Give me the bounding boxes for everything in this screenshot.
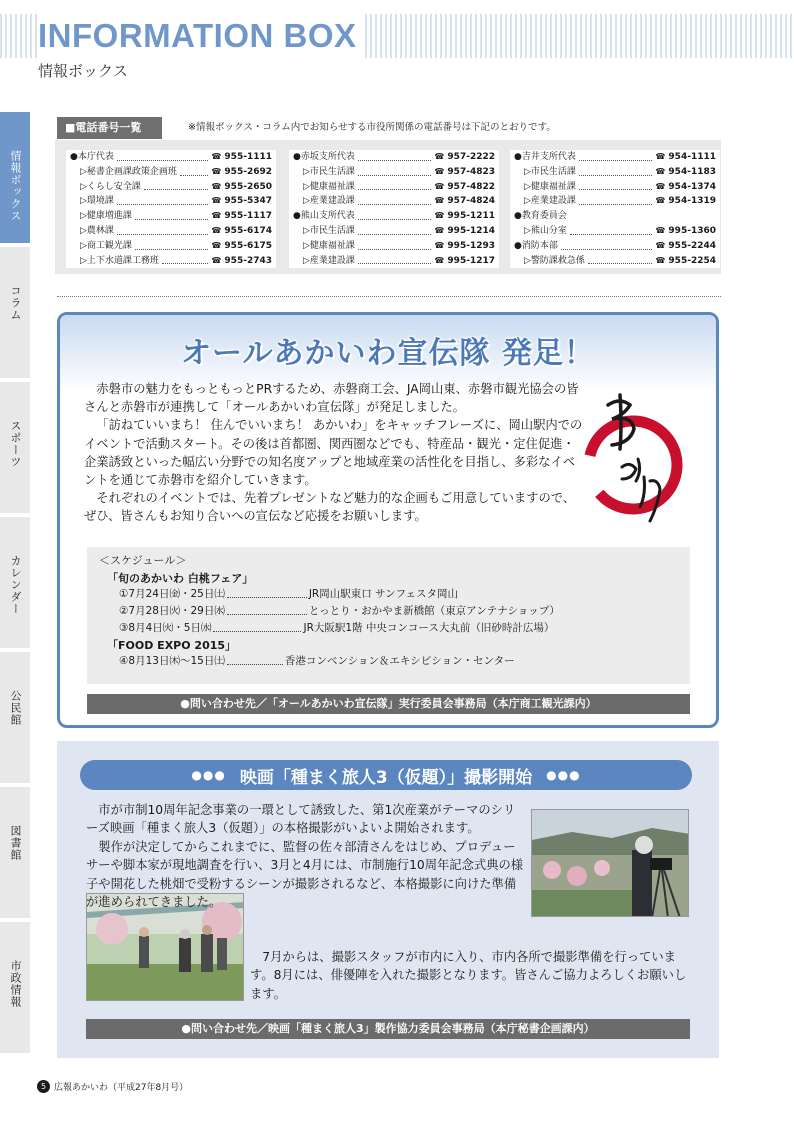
phone-dept-name: ▷健康福祉課: [303, 240, 355, 251]
phone-icon: ☎: [655, 166, 666, 176]
phone-icon: ☎: [211, 211, 222, 221]
feature-body-all-akaiwa: [84, 380, 584, 526]
phone-dept-name: ▷健康福祉課: [303, 181, 355, 192]
phone-dept-name: ▷産業建設課: [524, 196, 576, 207]
feature-body-movie: [86, 801, 698, 838]
phone-number: ☎ 955-2743: [211, 255, 272, 266]
side-tab-calendar[interactable]: カレンダー: [0, 517, 30, 650]
phone-icon: ☎: [434, 225, 445, 235]
phone-dept-name: ●吉井支所代表: [514, 152, 576, 162]
phone-dept-name: ▷秘書企画課政策企画班: [80, 166, 177, 177]
side-tab-city-info[interactable]: 市政情報: [0, 922, 30, 1055]
phone-row: [293, 224, 495, 239]
phone-row: [70, 194, 272, 209]
phone-number: ☎ 957-4823: [434, 166, 495, 177]
page-title: INFORMATION BOX: [38, 14, 363, 58]
phone-row: [70, 209, 272, 224]
akaiwa-logo: [578, 385, 688, 535]
phone-number: ☎ 995-1214: [434, 225, 495, 236]
feature-title-movie-bar: ●●● 映画「種まく旅人3（仮題）」撮影開始 ●●●: [80, 760, 692, 790]
side-tab-column[interactable]: コラム: [0, 247, 30, 380]
phone-icon: ☎: [655, 181, 666, 191]
phone-column-1: [66, 150, 276, 268]
phone-icon: ☎: [655, 196, 666, 206]
phone-note: ※情報ボックス・コラム内でお知らせする市役所関係の電話番号は下記のとおりです。: [188, 122, 556, 133]
phone-row: [293, 239, 495, 254]
paragraph: 「訪ねていいまち！ 住んでいいまち！ あかいわ」をキャッチフレーズに、岡山駅内でのイベントで活動スタート。その後は首都圏、関西圏などでも、特産品・観光・定住促進・企業誘致といった幅広い分野での知名度アップと地域産業の活性化を目指し、多彩なイベントを通じて赤磐市を紹介していきます。: [84, 418, 583, 488]
phone-dept-name: ●赤坂支所代表: [293, 152, 355, 162]
paragraph: 赤磐市の魅力をもっともっとPRするため、赤磐商工会、JA岡山東、赤磐市観光協会の皆さんと赤磐市が連携して「オールあかいわ宣伝隊」が発足しました。: [84, 382, 579, 415]
phone-number: ☎ 995-1217: [434, 255, 495, 266]
page-subtitle: 情報ボックス: [38, 62, 128, 80]
phone-dept-name: ▷くらし安全課: [80, 181, 141, 192]
side-tab-library[interactable]: 図書館: [0, 787, 30, 920]
phone-number: ☎ 955-6174: [211, 225, 272, 236]
phone-column-3: [510, 150, 720, 268]
phone-icon: ☎: [211, 181, 222, 191]
phone-dept-name: ▷市民生活課: [524, 166, 576, 177]
side-tab-info-box[interactable]: 情報ボックス: [0, 112, 30, 245]
phone-row: [70, 180, 272, 195]
phone-icon: ☎: [211, 196, 222, 206]
schedule-row: ①7月24日㈮・25日㈯ JR岡山駅東口 サンフェスタ岡山: [119, 588, 459, 600]
phone-row: [514, 254, 716, 269]
side-tab-community-hall[interactable]: 公民館: [0, 652, 30, 785]
phone-number: ☎ 955-2692: [211, 166, 272, 177]
inquiry-bar-movie: ●問い合わせ先／映画「種まく旅人3」製作協力委員会事務局（本庁秘書企画課内）: [86, 1019, 690, 1039]
side-tabs: [0, 112, 30, 1057]
feature-body-movie-part2: [86, 838, 524, 911]
phone-number: ☎ 995-1293: [434, 240, 495, 251]
phone-number: ☎ 954-1319: [655, 196, 716, 207]
schedule-row: ②7月28日㈫・29日㈬ とっとり・おかやま新橋館（東京アンテナショップ）: [119, 605, 560, 617]
phone-column-2: [289, 150, 499, 268]
phone-icon: ☎: [434, 166, 445, 176]
phone-icon: ☎: [655, 240, 666, 250]
phone-row: [514, 150, 716, 165]
phone-dept-name: ▷熊山分室: [524, 225, 567, 236]
phone-dept-name: ▷産業建設課: [303, 196, 355, 207]
feature-title-movie: 映画「種まく旅人3（仮題）」撮影開始: [239, 767, 533, 788]
phone-dept-name: ▷産業建設課: [303, 255, 355, 266]
phone-row: [514, 209, 716, 224]
phone-number: ☎ 954-1183: [655, 166, 716, 177]
phone-dept-name: ▷健康福祉課: [524, 181, 576, 192]
phone-row: [514, 180, 716, 195]
inquiry-bar-akaiwa: ●問い合わせ先／「オールあかいわ宣伝隊」実行委員会事務局（本庁商工観光課内）: [87, 694, 690, 714]
phone-dept-name: ▷市民生活課: [303, 225, 355, 236]
phone-row: [293, 194, 495, 209]
phone-icon: ☎: [434, 240, 445, 250]
phone-dept-name: ▷警防課救急係: [524, 255, 585, 266]
phone-row: [293, 165, 495, 180]
schedule-box: [87, 547, 690, 684]
section-divider: [57, 296, 721, 297]
phone-number: ☎ 955-5347: [211, 196, 272, 207]
schedule-row: ④8月13日㈭〜15日㈯ 香港コンベンション＆エキシビション・センター: [119, 655, 515, 667]
publication-name: 広報あかいわ（平成27年8月号）: [54, 1083, 189, 1093]
phone-number: ☎ 957-4822: [434, 181, 495, 192]
side-tab-sports[interactable]: スポーツ: [0, 382, 30, 515]
phone-number: ☎ 955-2244: [655, 240, 716, 251]
phone-number: ☎ 954-1111: [655, 152, 716, 162]
paragraph: 市が市制10周年記念事業の一環として誘致した、第1次産業がテーマのシリーズ映画「種まく旅人3（仮題）」の本格撮影がいよいよ開始されます。: [86, 803, 516, 836]
phone-icon: ☎: [434, 152, 445, 161]
phone-icon: ☎: [655, 225, 666, 235]
phone-row: [70, 239, 272, 254]
phone-row: [293, 254, 495, 269]
paragraph: 製作が決定してからこれまでに、監督の佐々部清さんをはじめ、プロデューサーや脚本家が現地調査を行い、3月と4月には、市制施行10周年記念式典の様子や開花した桃畑で受粉するシーンが撮影されるなど、本格撮影に向けた準備が進められてきました。: [86, 840, 524, 909]
phone-row: [514, 194, 716, 209]
phone-row: [70, 150, 272, 165]
phone-icon: ☎: [434, 181, 445, 191]
schedule-row: ③8月4日㈫・5日㈬ JR大阪駅1階 中央コンコース大丸前（旧砂時計広場）: [119, 622, 555, 634]
phone-row: [293, 150, 495, 165]
phone-dept-name: ▷農林課: [80, 225, 114, 236]
schedule-group-title: 「旬のあかいわ 白桃フェア」: [107, 572, 254, 585]
phone-icon: ☎: [211, 225, 222, 235]
phone-row: [70, 224, 272, 239]
phone-row: [293, 209, 495, 224]
phone-row: [514, 239, 716, 254]
phone-dept-name: ▷市民生活課: [303, 166, 355, 177]
feature-title-all-akaiwa: オールあかいわ宣伝隊 発足！: [181, 336, 595, 371]
phone-dept-name: ▷商工観光課: [80, 240, 132, 251]
phone-icon: ☎: [434, 211, 445, 221]
paragraph: 7月からは、撮影スタッフが市内に入り、市内各所で撮影準備を行っています。8月には、俳優陣を入れた撮影となります。皆さんご協力よろしくお願いします。: [250, 950, 687, 1001]
paragraph: それぞれのイベントでは、先着プレゼントなど魅力的な企画もご用意していますので、ぜひ、皆さんもお知り合いへの宣伝など応援をお願いします。: [84, 491, 576, 524]
feature-body-movie-part3: [250, 948, 696, 1003]
phone-row: [514, 224, 716, 239]
phone-row: [70, 165, 272, 180]
phone-number: ☎ 955-2254: [655, 255, 716, 266]
phone-dept-name: ▷上下水道課工務班: [80, 255, 159, 266]
phone-number: ☎ 954-1374: [655, 181, 716, 192]
phone-row: [293, 180, 495, 195]
phone-number: ☎ 957-4824: [434, 196, 495, 207]
phone-dept-name: ●本庁代表: [70, 152, 114, 162]
phone-number: ☎ 995-1360: [655, 225, 716, 236]
phone-icon: ☎: [655, 152, 666, 161]
phone-number: ☎ 957-2222: [434, 152, 495, 162]
phone-dept-name: ●熊山支所代表: [293, 211, 355, 222]
phone-icon: ☎: [211, 255, 222, 265]
phone-dept-name: ●消防本部: [514, 240, 558, 251]
phone-icon: ☎: [211, 166, 222, 176]
phone-number: ☎ 955-2650: [211, 181, 272, 192]
page-footer: [37, 1080, 188, 1093]
phone-icon: ☎: [211, 240, 222, 250]
phone-dept-name: ●教育委員会: [514, 211, 567, 222]
phone-icon: ☎: [655, 255, 666, 265]
phone-dept-name: ▷環境課: [80, 196, 114, 207]
phone-dept-name: ▷健康増進課: [80, 211, 132, 222]
phone-icon: ☎: [211, 152, 222, 161]
phone-icon: ☎: [434, 255, 445, 265]
schedule-group-title: 「FOOD EXPO 2015」: [107, 639, 237, 652]
phone-row: [70, 254, 272, 269]
schedule-title: ＜スケジュール＞: [99, 554, 187, 567]
phone-icon: ☎: [434, 196, 445, 206]
phone-row: [514, 165, 716, 180]
phone-number: ☎ 955-1111: [211, 152, 272, 162]
phone-number: ☎ 995-1211: [434, 211, 495, 222]
page-number: 5: [37, 1080, 50, 1093]
phone-number: ☎ 955-6175: [211, 240, 272, 251]
phone-number: ☎ 955-1117: [211, 211, 272, 222]
phone-heading: ■電話番号一覧: [57, 117, 162, 139]
